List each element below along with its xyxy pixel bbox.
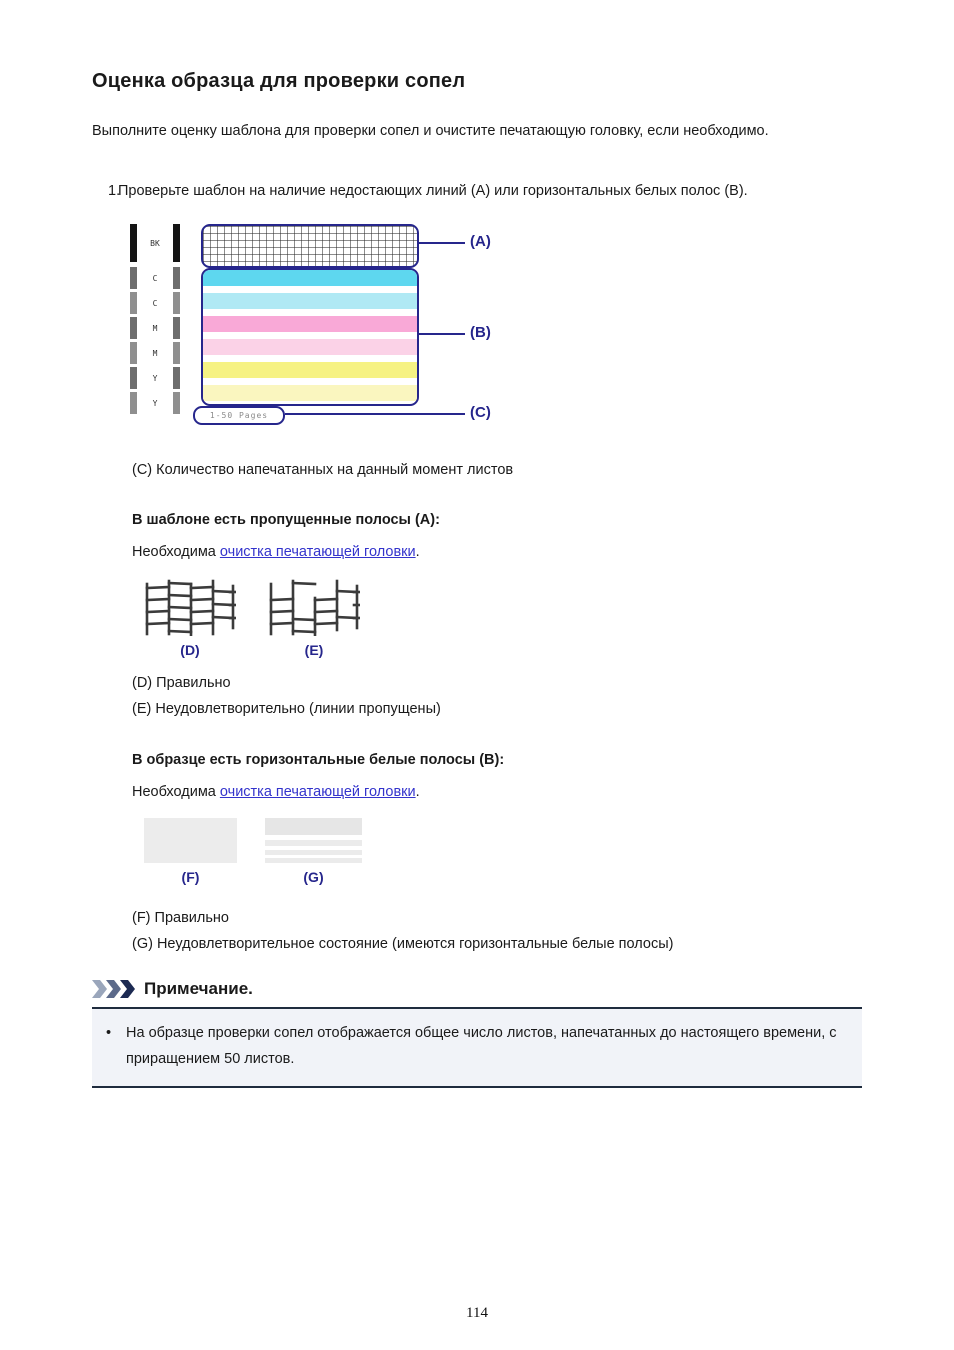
- ink-bar: [130, 392, 137, 414]
- ink-label: M: [152, 348, 158, 358]
- ink-label: C: [152, 273, 158, 283]
- ink-bar: [173, 267, 180, 289]
- ink-row-m-4: [130, 342, 180, 364]
- print-head-cleaning-link-2[interactable]: очистка печатающей головки: [219, 784, 416, 801]
- page-title: Оценка образца для проверки сопел: [92, 70, 466, 92]
- ink-label: M: [152, 323, 158, 333]
- cleaning-text-suffix-2: .: [415, 784, 420, 801]
- bullet-glyph: •: [106, 1025, 112, 1042]
- ink-row-y-5: [130, 367, 180, 389]
- ink-row-m-3: [130, 317, 180, 339]
- cleaning-needed-line-2: [132, 784, 862, 800]
- intro-paragraph: Выполните оценку шаблона для проверки сопел и очистите печатающую головку, если необходимо.: [92, 123, 769, 139]
- stripe: [265, 858, 362, 863]
- white-stripes-heading: В образце есть горизонтальные белые полосы (B):: [132, 752, 505, 769]
- ink-bar: [173, 392, 180, 414]
- pattern-d-cell: [144, 578, 236, 658]
- ink-bar: [173, 292, 180, 314]
- bad-grid-drawing: [268, 578, 360, 636]
- pattern-e-cell: [268, 578, 360, 658]
- ink-row-c-1: [130, 267, 180, 289]
- note-heading: Примечание.: [144, 979, 253, 999]
- pages-count-label: 1-50 Pages: [209, 411, 269, 421]
- color-band: [203, 293, 417, 309]
- stripe-examples-figure: [144, 818, 862, 885]
- grid-examples-figure: [144, 578, 862, 658]
- cleaning-needed-line-1: [132, 544, 862, 560]
- missing-lines-heading: В шаблоне есть пропущенные полосы (A):: [132, 511, 440, 528]
- page-number: 114: [466, 1305, 488, 1321]
- pattern-a-grid: [201, 224, 419, 268]
- ink-label: Y: [152, 373, 158, 383]
- legend-f: (F) Правильно: [132, 910, 229, 927]
- color-bands: [203, 270, 417, 401]
- cleaning-text-prefix-2: Необходима: [132, 784, 220, 801]
- step-text: Проверьте шаблон на наличие недостающих линий (A) или горизонтальных белых полос (B).: [118, 182, 748, 199]
- cleaning-text-prefix: Необходима: [132, 543, 220, 560]
- pages-count-pill: [193, 406, 285, 425]
- note-heading-row: [92, 979, 862, 1007]
- legend-d: (D) Правильно: [132, 674, 231, 691]
- legend-g: (G) Неудовлетворительное состояние (имеются горизонтальные белые полосы): [132, 936, 674, 953]
- ink-row-bk-0: [130, 224, 180, 262]
- pattern-g-swatch: [265, 818, 362, 863]
- ink-bar: [130, 224, 137, 262]
- de-legend: [132, 670, 862, 722]
- ink-bar: [130, 342, 137, 364]
- caption-g: (G): [303, 869, 324, 886]
- step-1: [92, 179, 862, 204]
- fg-legend: [132, 905, 862, 957]
- stripe: [265, 818, 362, 835]
- ink-label: Y: [152, 398, 158, 408]
- ink-row-y-6: [130, 392, 180, 414]
- color-band: [203, 385, 417, 401]
- ink-bar: [173, 224, 180, 262]
- color-band: [203, 362, 417, 378]
- ink-label: BK: [150, 238, 160, 248]
- ink-bar: [130, 267, 137, 289]
- step-number: 1.: [108, 182, 121, 199]
- ink-bar: [173, 317, 180, 339]
- good-grid-drawing: [144, 578, 236, 636]
- nozzle-check-pattern-figure: [130, 222, 862, 434]
- note-section: [92, 979, 862, 1088]
- note-box: [92, 1007, 862, 1088]
- pattern-f-swatch: [144, 818, 237, 863]
- callout-line-a: [419, 242, 465, 244]
- callout-line-c: [285, 413, 465, 415]
- ink-bar: [130, 292, 137, 314]
- caption-f: (F): [181, 869, 200, 886]
- print-head-cleaning-link-1[interactable]: очистка печатающей головки: [219, 543, 416, 560]
- legend-e: (E) Неудовлетворительно (линии пропущены): [132, 700, 441, 717]
- callout-label-c: (C): [470, 404, 491, 422]
- pattern-b-bands: [201, 268, 419, 406]
- ink-bar: [130, 317, 137, 339]
- caption-d: (D): [180, 641, 200, 658]
- pattern-f-cell: [144, 818, 237, 885]
- pattern-g-cell: [265, 818, 362, 885]
- note-chevrons-icon: [92, 980, 136, 998]
- ink-check-rows: [130, 224, 180, 417]
- ink-row-c-2: [130, 292, 180, 314]
- callout-label-a: (A): [470, 233, 491, 251]
- color-band: [203, 339, 417, 355]
- ink-bar: [173, 342, 180, 364]
- caption-c: (C) Количество напечатанных на данный момент листов: [132, 462, 514, 479]
- cleaning-text-suffix: .: [415, 543, 420, 560]
- callout-line-b: [419, 333, 465, 335]
- caption-e: (E): [304, 641, 324, 658]
- ink-label: C: [152, 298, 158, 308]
- ink-bar: [173, 367, 180, 389]
- callout-label-b: (B): [470, 324, 491, 342]
- ink-bar: [130, 367, 137, 389]
- color-band: [203, 270, 417, 286]
- color-band: [203, 316, 417, 332]
- note-item-text: На образце проверки сопел отображается общее число листов, напечатанных до настоящего времени, с приращением 50 листов.: [126, 1025, 837, 1067]
- note-item: [106, 1021, 844, 1072]
